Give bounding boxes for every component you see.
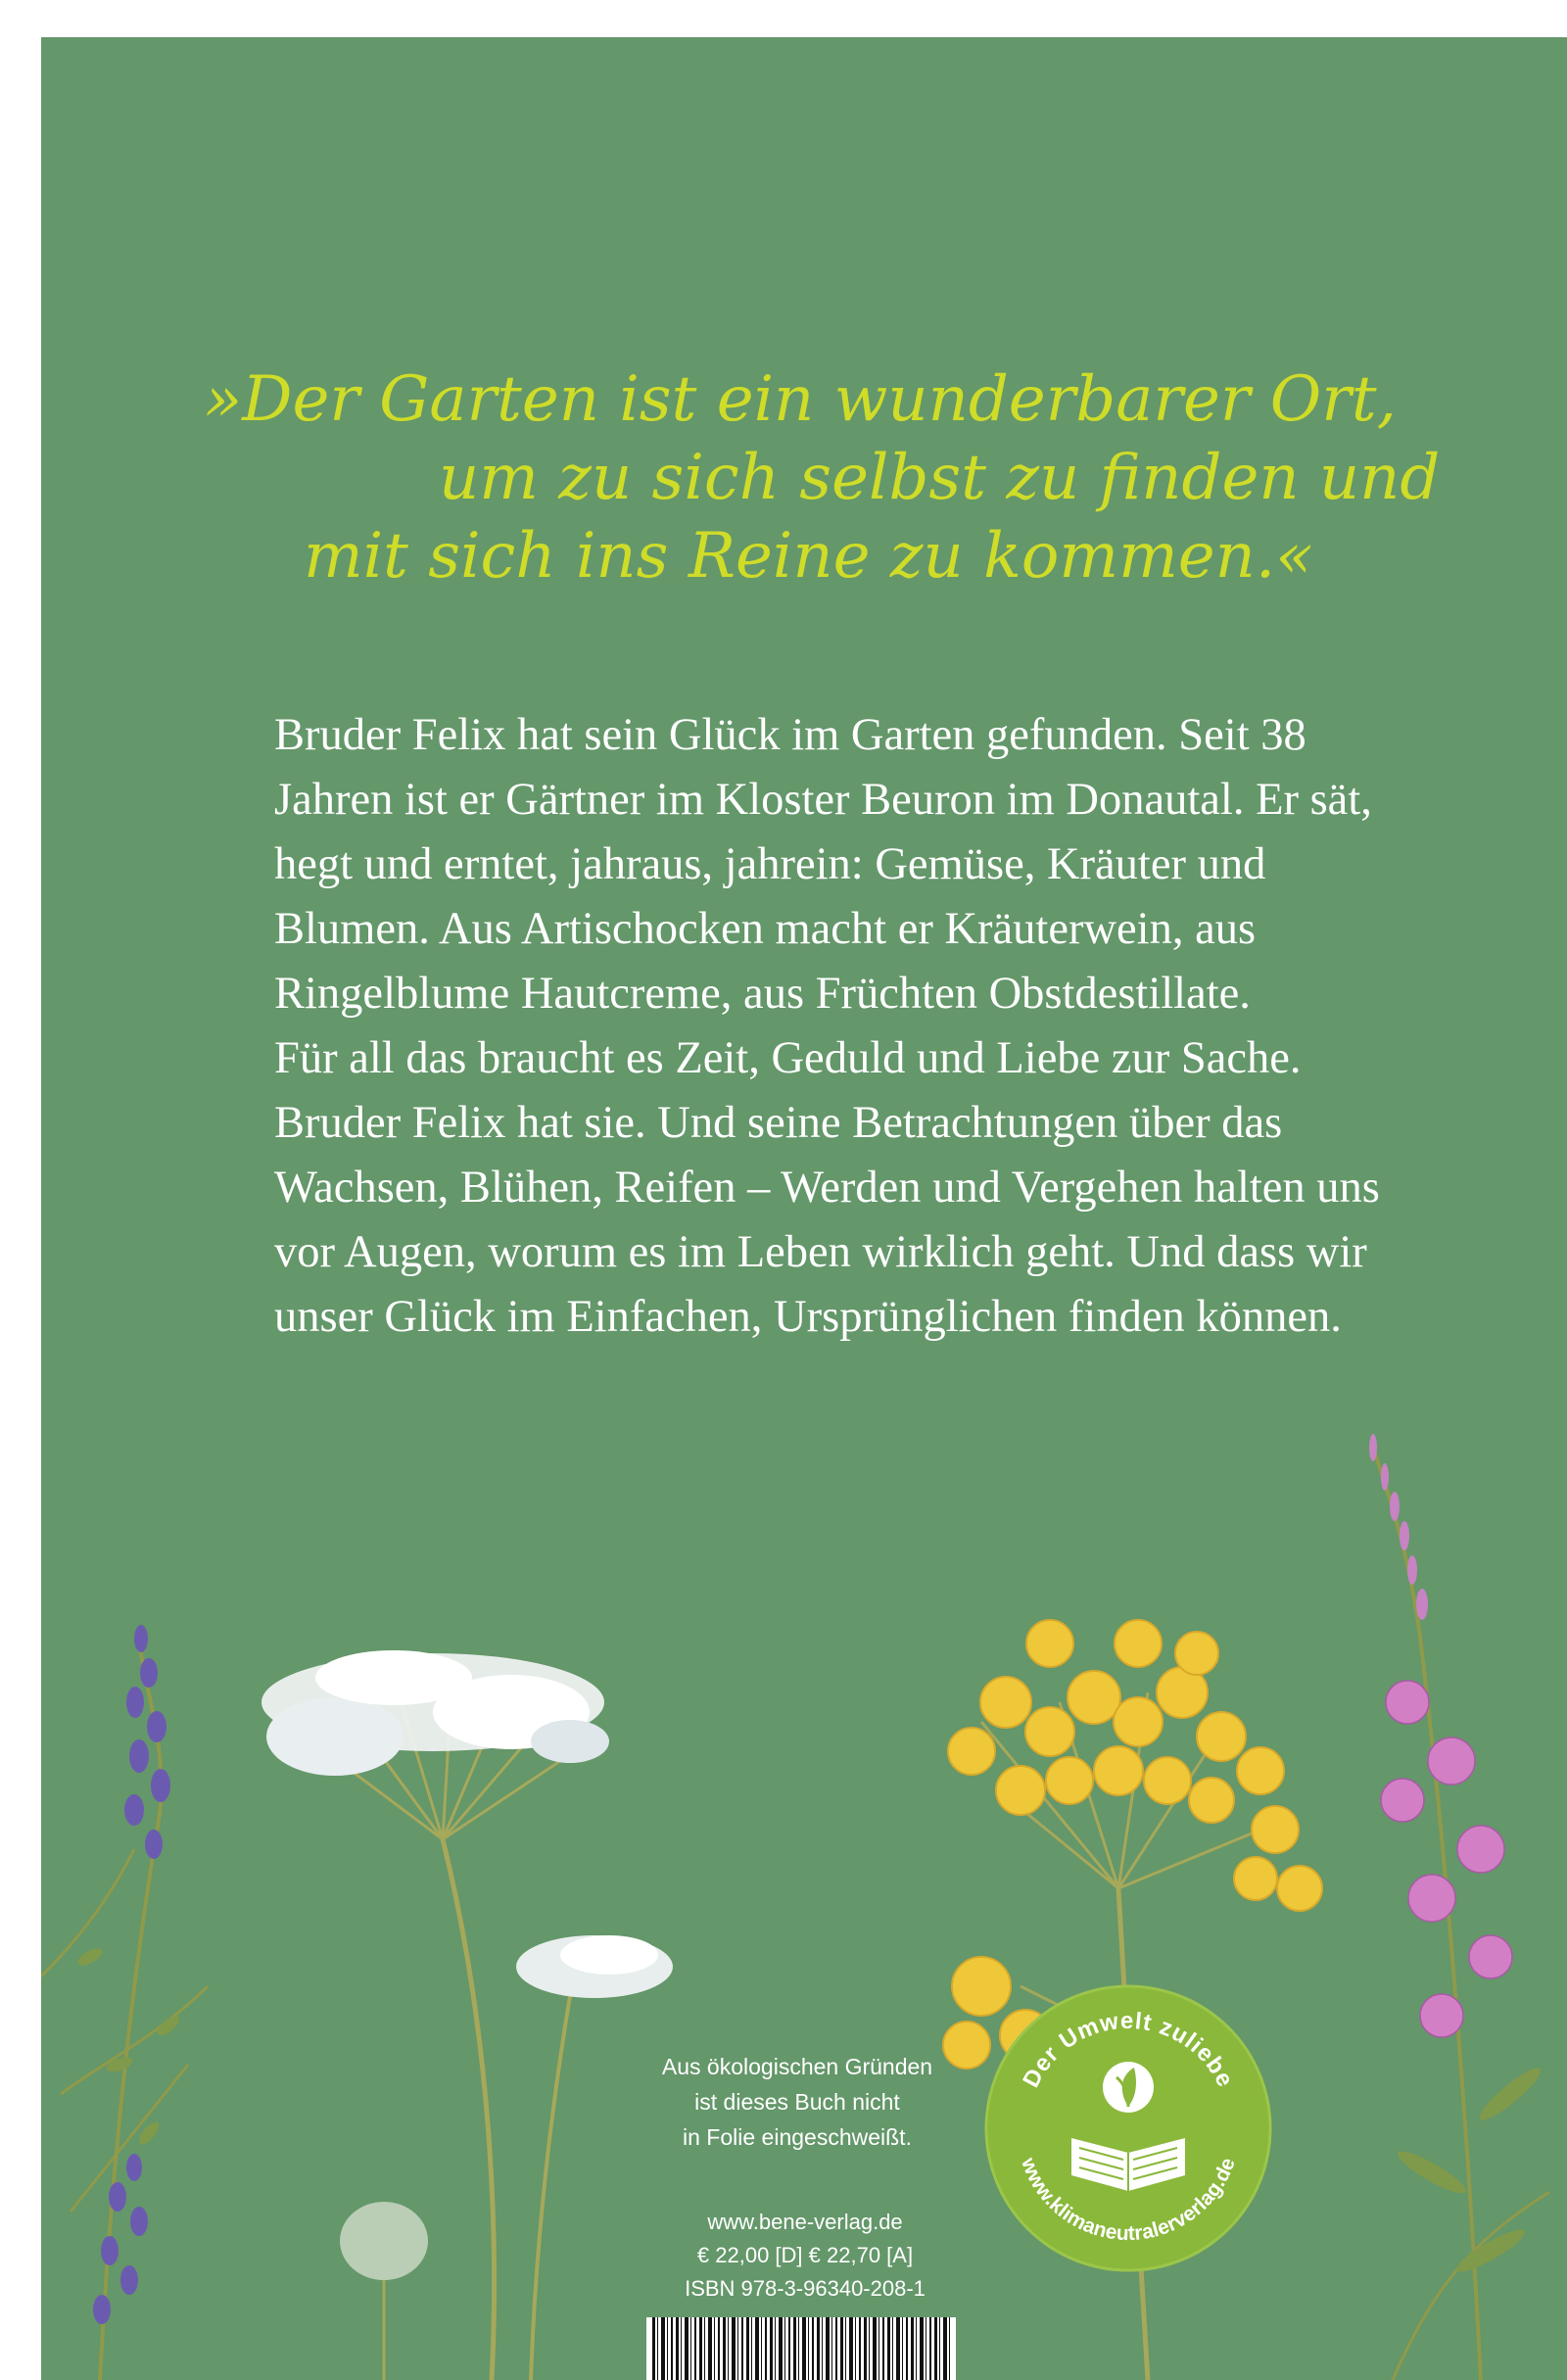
price: € 22,00 [D] € 22,70 [A]	[696, 2243, 914, 2267]
eco-note	[635, 2049, 960, 2155]
green-panel	[41, 37, 1567, 2380]
blurb	[274, 703, 1410, 1350]
climate-neutral-badge	[981, 1981, 1275, 2275]
badge-top-text: Der Umwelt zuliebe	[1018, 2007, 1239, 2092]
barcode-icon	[646, 2317, 956, 2380]
isbn: ISBN 978-3-96340-208-1	[685, 2276, 926, 2301]
barcode-bars	[652, 2317, 950, 2380]
quote-line-3: mit sich ins Reine zu kommen.«	[304, 520, 1314, 593]
blurb-paragraph-2: Für all das braucht es Zeit, Geduld und Liebe zur Sache. Bruder Felix hat sie. Und seine Betrachtungen über das Wachsen, Blühen, Reifen – Werden und Vergehen halten uns vor Augen, worum es im Leben wirklich geht. Und dass wir unser Glück im Einfachen, Ursprünglichen finden können.	[274, 1033, 1380, 1342]
purple-vetch-icon	[41, 1625, 208, 2380]
eco-note-line-3: in Folie eingeschweißt.	[683, 2124, 912, 2150]
white-umbellifer-icon	[261, 1650, 673, 2380]
quote-line-2: um zu sich selbst zu finden und	[439, 442, 1441, 514]
badge-bottom-text: www.klimaneutralerverlag.de	[1017, 2154, 1240, 2246]
quote-line-1: »Der Garten ist ein wunderbarer Ort,	[204, 363, 1397, 436]
eco-note-line-1: Aus ökologischen Gründen	[661, 2054, 933, 2079]
publisher-website: www.bene-verlag.de	[707, 2210, 903, 2234]
publisher-info	[648, 2206, 962, 2306]
eco-note-line-2: ist dieses Buch nicht	[694, 2089, 900, 2115]
pink-fireweed-icon	[1369, 1434, 1549, 2380]
blurb-paragraph-1: Bruder Felix hat sein Glück im Garten gefunden. Seit 38 Jahren ist er Gärtner im Kloster Beuron im Donautal. Er sät, hegt und erntet, jahraus, jahrein: Gemüse, Kräuter und Blumen. Aus Artischocken macht er Kräuterwein, aus Ringelblume Hautcreme, aus Früchten Obstdestillate.	[274, 710, 1372, 1019]
